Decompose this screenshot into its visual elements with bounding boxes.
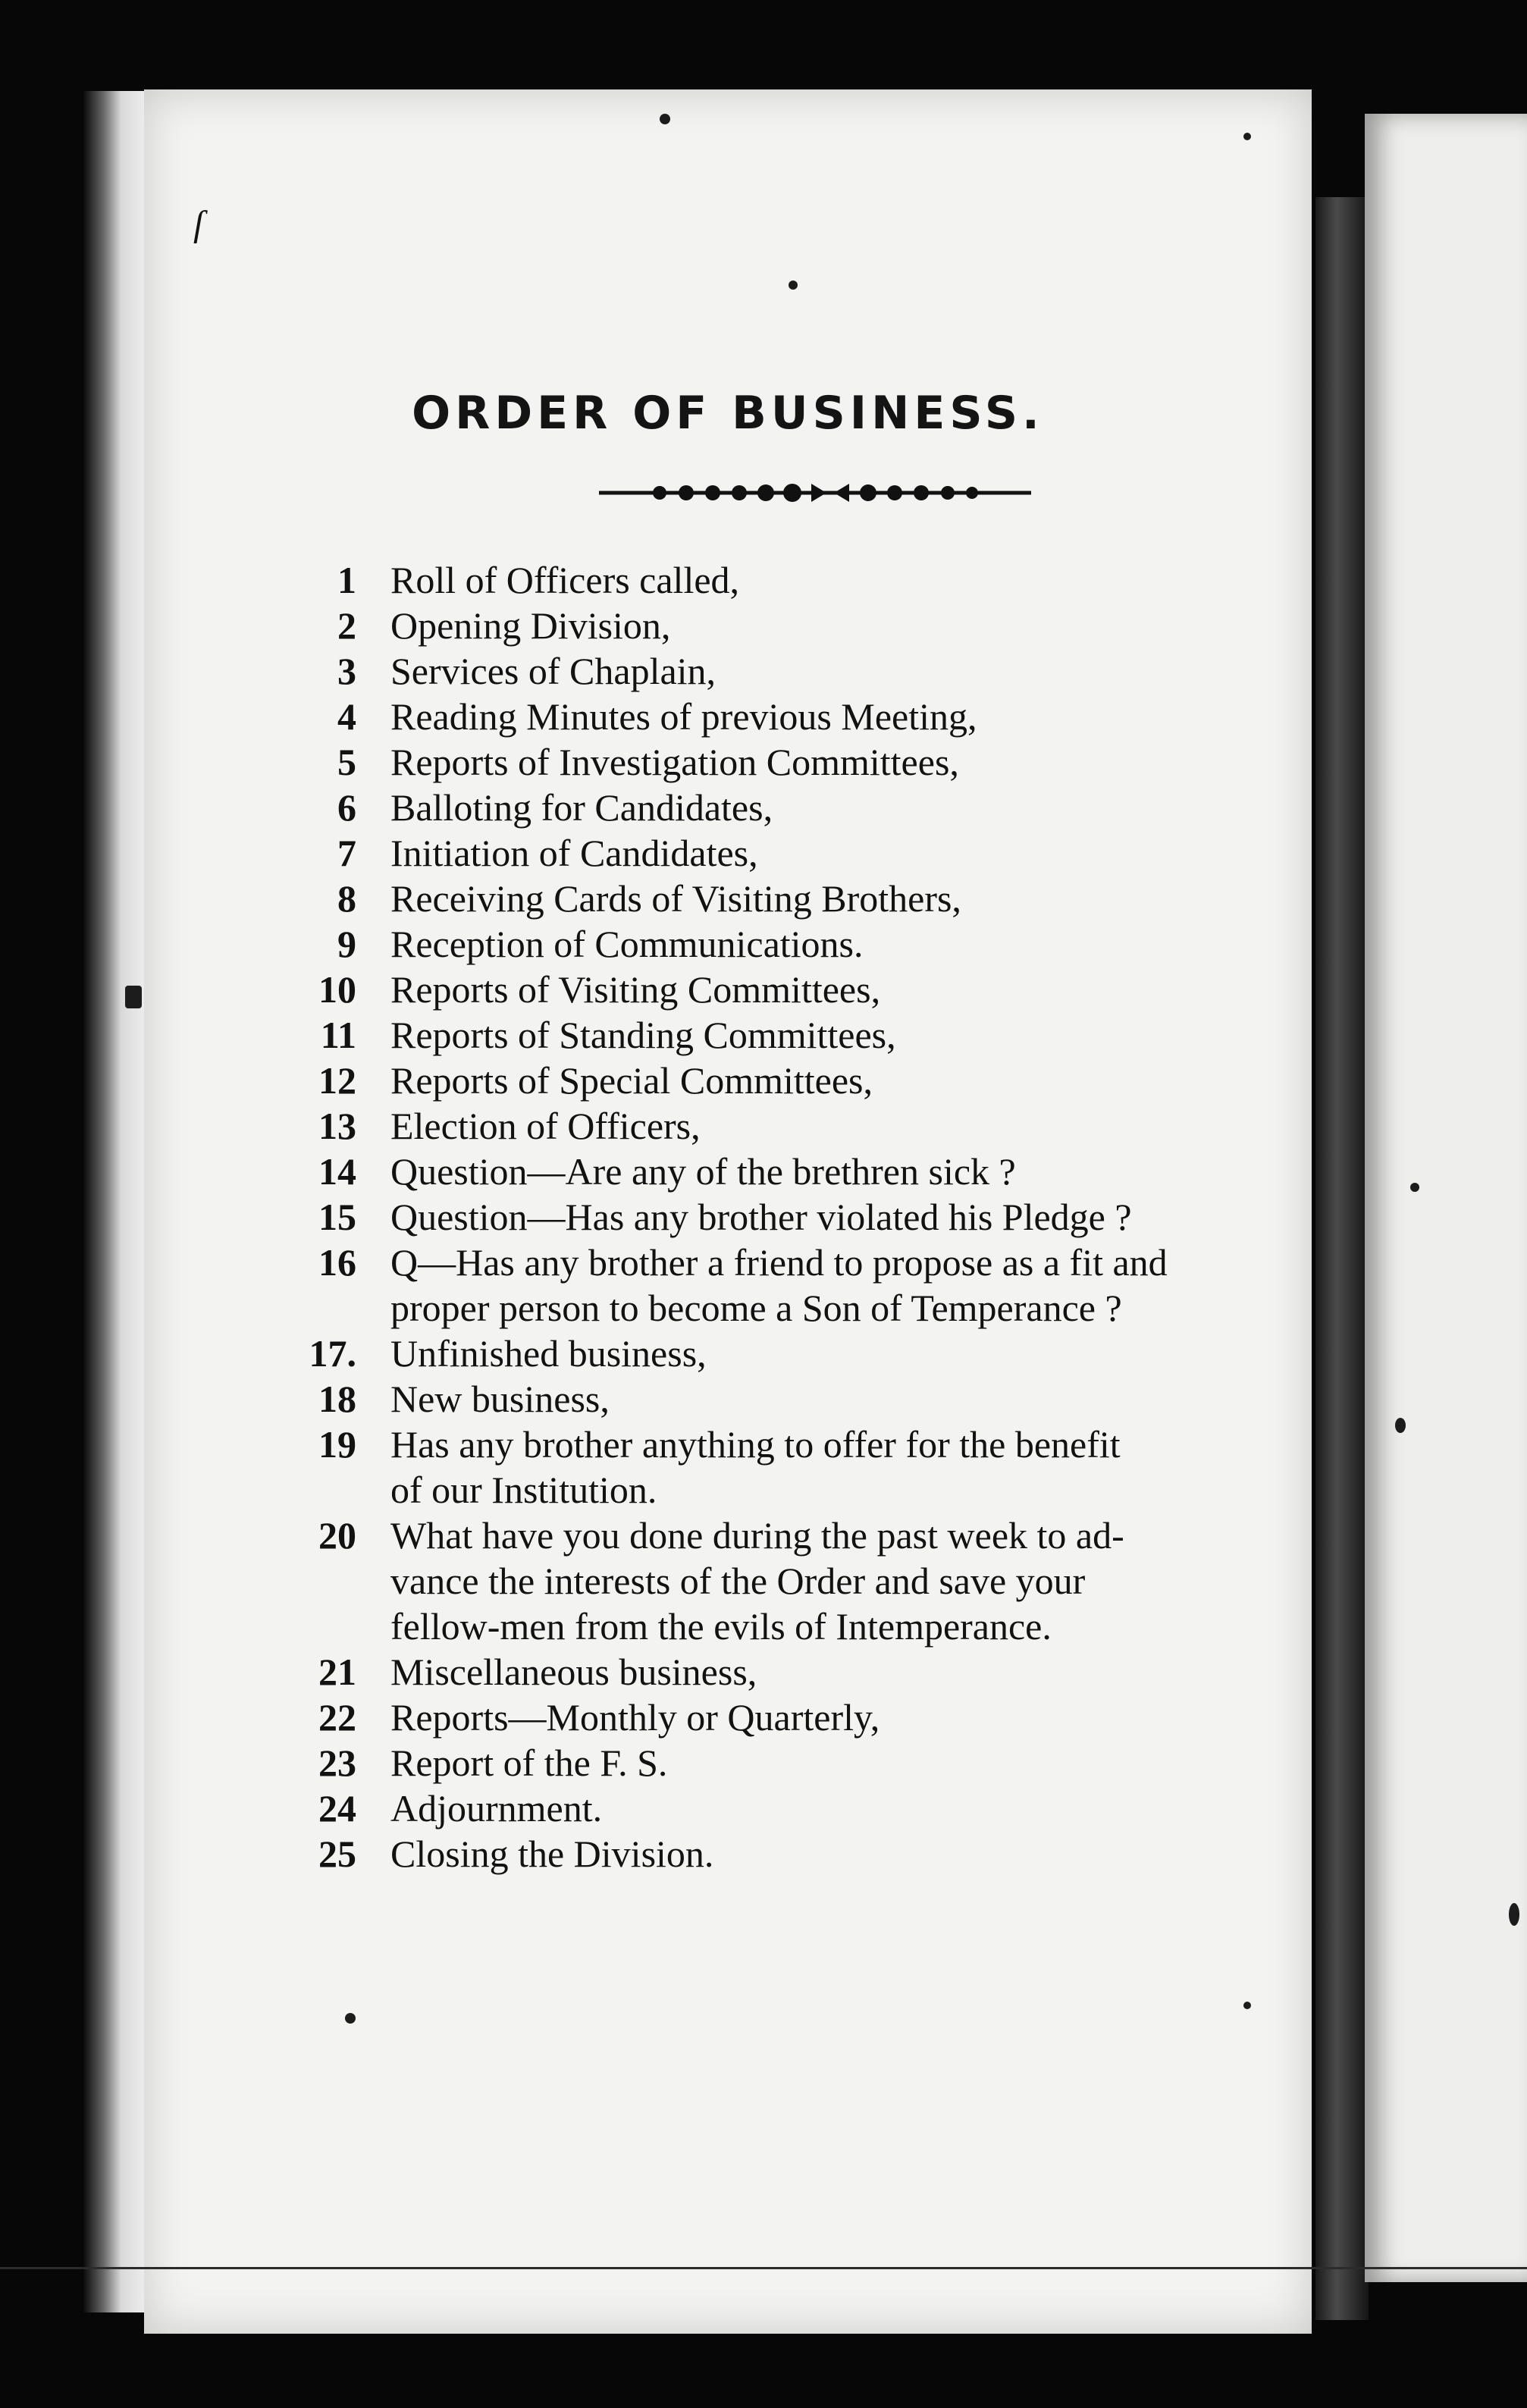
list-item: [273, 603, 1334, 648]
list-item: [273, 1103, 1334, 1149]
list-item: [273, 830, 1334, 876]
order-of-business-list: [273, 557, 1334, 1877]
item-text: Receiving Cards of Visiting Brothers,: [390, 877, 961, 920]
item-number: 8: [337, 877, 356, 920]
list-item: [273, 1331, 1334, 1376]
item-text: Reports of Investigation Committees,: [390, 741, 959, 783]
list-item: [273, 1558, 1334, 1604]
item-number: 23: [318, 1742, 356, 1784]
ornamental-rule: [599, 478, 1031, 508]
list-item: [273, 921, 1334, 967]
item-text: Question—Has any brother violated his Pledge ?: [390, 1196, 1132, 1238]
list-item: [273, 1376, 1334, 1422]
item-number: 9: [337, 923, 356, 965]
item-number: [273, 1285, 390, 1331]
list-item: [273, 1058, 1334, 1103]
list-item: [273, 739, 1334, 785]
item-text: Opening Division,: [390, 604, 671, 647]
item-number: 16: [318, 1241, 356, 1284]
item-text: Report of the F. S.: [390, 1742, 668, 1784]
list-item: [273, 694, 1334, 739]
item-text: Miscellaneous business,: [390, 1651, 757, 1693]
item-number: 1: [337, 559, 356, 601]
item-text: Question—Are any of the brethren sick ?: [390, 1150, 1016, 1193]
list-item: [273, 1695, 1334, 1740]
item-text: Reports of Standing Committees,: [390, 1014, 896, 1056]
item-number: 17.: [309, 1332, 356, 1375]
item-number: 3: [337, 650, 356, 692]
ink-mark: ſ: [193, 204, 204, 244]
item-number: 15: [318, 1196, 356, 1238]
item-text: Roll of Officers called,: [390, 559, 740, 601]
list-item: [273, 1604, 1334, 1649]
list-item: [273, 1649, 1334, 1695]
item-number: 13: [318, 1105, 356, 1147]
speck: [125, 986, 142, 1008]
item-number: 7: [337, 832, 356, 874]
item-number: [273, 1467, 390, 1513]
item-text: Reading Minutes of previous Meeting,: [390, 695, 977, 738]
speck: [1410, 1183, 1419, 1192]
item-text: Unfinished business,: [390, 1332, 707, 1375]
item-text: Balloting for Candidates,: [390, 786, 773, 829]
list-item: [273, 1513, 1334, 1558]
item-text: proper person to become a Son of Temperance ?: [390, 1287, 1122, 1329]
list-item: [273, 785, 1334, 830]
item-text: What have you done during the past week to ad-: [390, 1514, 1124, 1557]
item-text: Has any brother anything to offer for the benefit: [390, 1423, 1121, 1466]
item-number: [273, 1604, 390, 1649]
item-text: of our Institution.: [390, 1469, 657, 1511]
list-item: [273, 1285, 1334, 1331]
item-text: Reports—Monthly or Quarterly,: [390, 1696, 880, 1739]
item-text: Initiation of Candidates,: [390, 832, 758, 874]
speck: [1243, 2002, 1251, 2009]
item-number: 10: [318, 968, 356, 1011]
speck: [345, 2013, 356, 2024]
item-text: Election of Officers,: [390, 1105, 701, 1147]
item-text: Adjournment.: [390, 1787, 603, 1830]
item-number: [273, 1558, 390, 1604]
list-item: [273, 1194, 1334, 1240]
item-number: 25: [318, 1833, 356, 1875]
speck: [660, 114, 670, 124]
item-text: Closing the Division.: [390, 1833, 714, 1875]
item-number: 24: [318, 1787, 356, 1830]
item-number: 11: [320, 1014, 356, 1056]
item-number: 6: [337, 786, 356, 829]
item-number: 2: [337, 604, 356, 647]
item-text: fellow-men from the evils of Intemperance.: [390, 1605, 1052, 1648]
list-item: [273, 1786, 1334, 1831]
item-number: 4: [337, 695, 356, 738]
speck: [789, 281, 798, 290]
item-number: 12: [318, 1059, 356, 1102]
list-item: [273, 876, 1334, 921]
item-text: Q—Has any brother a friend to propose as a fit and: [390, 1241, 1168, 1284]
list-item: [273, 1240, 1334, 1285]
speck: [1509, 1903, 1519, 1926]
speck: [1243, 133, 1251, 140]
list-item: [273, 648, 1334, 694]
page-title: ORDER OF BUSINESS.: [412, 387, 1044, 441]
item-number: 18: [318, 1378, 356, 1420]
list-item: [273, 1740, 1334, 1786]
speck: [1395, 1418, 1406, 1433]
item-text: Reports of Visiting Committees,: [390, 968, 881, 1011]
list-item: [273, 1149, 1334, 1194]
list-item: [273, 967, 1334, 1012]
scan-border-line: [0, 2267, 1527, 2269]
list-item: [273, 1422, 1334, 1467]
item-text: Services of Chaplain,: [390, 650, 716, 692]
item-number: 14: [318, 1150, 356, 1193]
item-text: Reports of Special Committees,: [390, 1059, 873, 1102]
item-text: Reception of Communications.: [390, 923, 864, 965]
item-number: 22: [318, 1696, 356, 1739]
list-item: [273, 1831, 1334, 1877]
list-item: [273, 1012, 1334, 1058]
list-item: [273, 557, 1334, 603]
item-number: 21: [318, 1651, 356, 1693]
item-text: vance the interests of the Order and save your: [390, 1560, 1086, 1602]
list-item: [273, 1467, 1334, 1513]
item-text: New business,: [390, 1378, 610, 1420]
item-number: 5: [337, 741, 356, 783]
item-number: 20: [318, 1514, 356, 1557]
item-number: 19: [318, 1423, 356, 1466]
